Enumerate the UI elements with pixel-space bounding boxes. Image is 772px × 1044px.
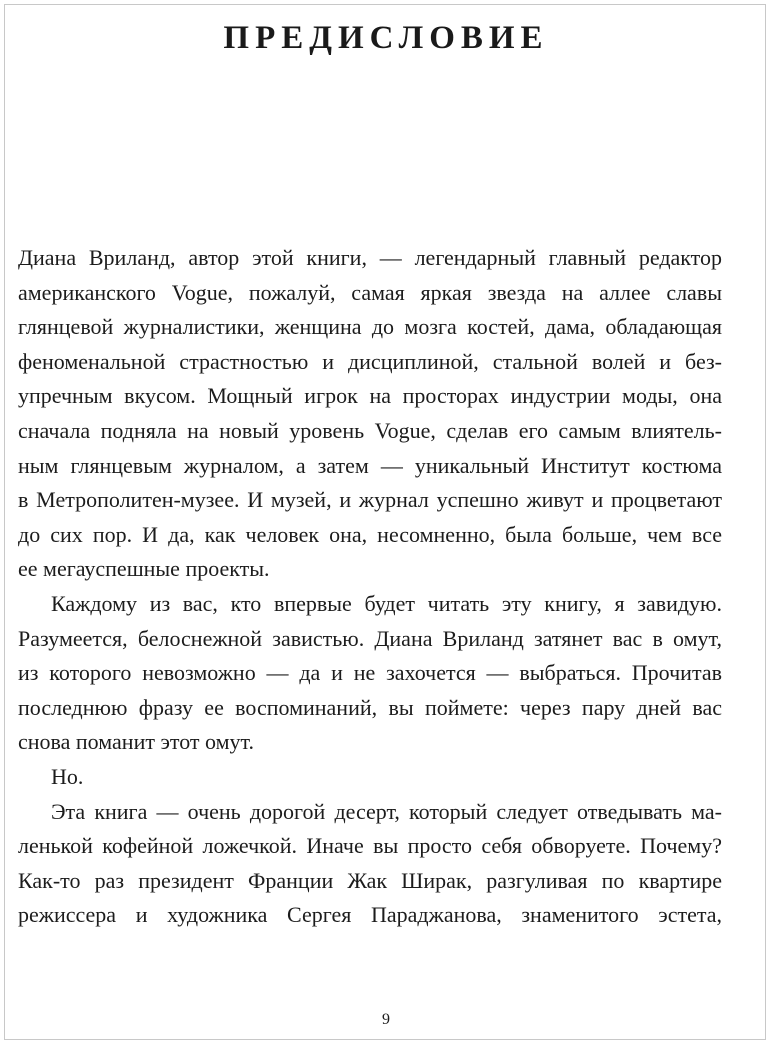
text-line: из которого невозможно — да и не захочется — выбраться. Прочитав	[18, 660, 722, 686]
text-line: снова поманит этот омут.	[18, 729, 255, 755]
text-line: Разумеется, белоснежной завистью. Диана Вриланд затянет вас в омут,	[18, 625, 722, 651]
text-line: ленькой кофейной ложечкой. Иначе вы просто себя обворуете. Почему?	[18, 833, 722, 859]
body-text	[18, 241, 722, 933]
text-line: упречным вкусом. Мощный игрок на просторах индустрии моды, она	[18, 383, 722, 409]
text-line: ее мегауспешные проекты.	[18, 556, 270, 582]
text-line: Каждому из вас, кто впервые будет читать эту книгу, я завидую.	[51, 590, 722, 616]
text-line: глянцевой журналистики, женщина до мозга костей, дама, обладающая	[18, 314, 722, 340]
text-line: в Метрополитен-музее. И музей, и журнал успешно живут и процветают	[18, 487, 722, 513]
text-line: ным глянцевым журналом, а затем — уникальный Институт костюма	[18, 452, 722, 478]
text-line: последнюю фразу ее воспоминаний, вы поймете: через пару дней вас	[18, 694, 722, 720]
text-line: сначала подняла на новый уровень Vogue, сделав его самым влиятель-	[18, 417, 722, 443]
text-line: Как-то раз президент Франции Жак Ширак, разгуливая по квартире	[18, 867, 722, 893]
page-number: 9	[382, 1011, 390, 1028]
chapter-title: ПРЕДИСЛОВИЕ	[223, 20, 549, 56]
text-line: феноменальной страстностью и дисциплиной, стальной волей и без-	[18, 348, 722, 374]
text-line: до сих пор. И да, как человек она, несомненно, была больше, чем все	[18, 521, 722, 547]
text-line: режиссера и художника Сергея Параджанова, знаменитого эстета,	[18, 902, 722, 928]
text-line: Эта книга — очень дорогой десерт, который следует отведывать ма-	[51, 798, 722, 824]
text-line: американского Vogue, пожалуй, самая яркая звезда на аллее славы	[18, 279, 722, 305]
text-line: Но.	[51, 763, 84, 789]
text-line: Диана Вриланд, автор этой книги, — легендарный главный редактор	[18, 245, 722, 270]
